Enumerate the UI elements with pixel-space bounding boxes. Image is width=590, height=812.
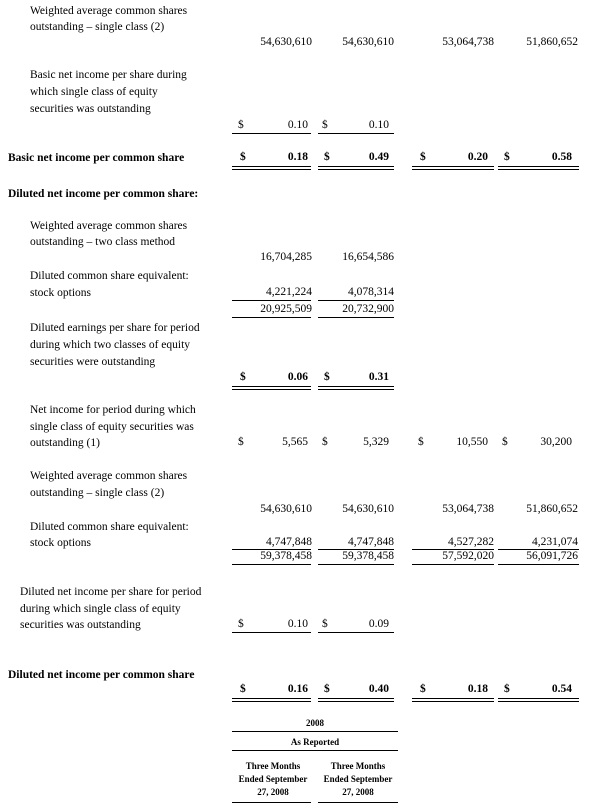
currency-symbol: $: [418, 436, 424, 448]
row-label: Weighted average common shares: [30, 5, 188, 17]
currency-symbol: $: [324, 371, 330, 383]
currency-symbol: $: [420, 151, 426, 163]
value-cell: 10,550: [456, 436, 488, 448]
value-cell: 0.10: [287, 119, 308, 131]
row-label: Weighted average common shares: [30, 470, 188, 482]
header-rule: [232, 802, 311, 803]
row-label: outstanding (1): [30, 437, 100, 449]
row-label: outstanding – two class method: [30, 236, 176, 248]
value-cell: 5,329: [363, 436, 389, 448]
column-header-year: 2008: [306, 718, 324, 728]
row-label: Basic net income per share during: [30, 69, 187, 81]
row-label: during which two classes of equity: [30, 339, 191, 351]
header-rule: [232, 731, 398, 732]
row-label: outstanding – single class (2): [30, 487, 165, 499]
column-header-line: Ended September: [238, 774, 308, 784]
row-label: securities was outstanding: [20, 619, 141, 631]
total-cell: 59,378,458: [260, 550, 312, 562]
total-cell: 56,091,726: [526, 550, 578, 562]
underline: [412, 564, 494, 565]
row-label: Diluted common share equivalent:: [30, 270, 189, 282]
value-cell: 0.10: [287, 618, 308, 630]
underline: [232, 133, 311, 134]
total-cell: 20,925,509: [260, 303, 312, 315]
underline: [318, 564, 394, 565]
value-cell: 5,565: [282, 436, 308, 448]
row-label: securities was outstanding: [30, 103, 151, 115]
double-underline: [498, 698, 579, 702]
value-cell: 0.40: [368, 683, 389, 695]
value-cell: 4,078,314: [348, 286, 394, 298]
row-label: Diluted net income per share for period: [20, 586, 202, 598]
column-header-line: Ended September: [323, 774, 393, 784]
value-cell: 51,860,652: [526, 503, 578, 515]
currency-symbol: $: [502, 436, 508, 448]
total-cell: 20,732,900: [342, 303, 394, 315]
header-rule: [318, 802, 398, 803]
currency-symbol: $: [238, 618, 244, 630]
row-label: single class of equity securities was: [30, 421, 194, 433]
currency-symbol: $: [420, 683, 426, 695]
value-cell: 0.49: [368, 151, 389, 163]
currency-symbol: $: [238, 119, 244, 131]
underline: [232, 317, 311, 318]
row-label: Diluted earnings per share for period: [30, 322, 200, 334]
value-cell: 30,200: [540, 436, 572, 448]
double-underline: [412, 698, 494, 702]
currency-symbol: $: [322, 119, 328, 131]
value-cell: 4,231,074: [532, 536, 578, 548]
value-cell: 0.20: [467, 151, 488, 163]
value-cell: 16,704,285: [260, 251, 312, 263]
row-label: stock options: [30, 287, 92, 299]
total-cell: 57,592,020: [442, 550, 494, 562]
value-cell: 0.58: [551, 151, 572, 163]
double-underline: [232, 386, 311, 390]
value-cell: 54,630,610: [260, 36, 312, 48]
row-label: Diluted common share equivalent:: [30, 521, 189, 533]
underline: [318, 317, 394, 318]
underline: [232, 564, 311, 565]
value-cell: 53,064,738: [442, 36, 494, 48]
column-header-line: Three Months: [245, 761, 301, 771]
column-header-line: 27, 2008: [257, 787, 289, 797]
row-label-bold: Diluted net income per common share: [8, 669, 195, 681]
value-cell: 4,221,224: [266, 286, 312, 298]
value-cell: 54,630,610: [342, 503, 394, 515]
currency-symbol: $: [240, 371, 246, 383]
column-header-line: 27, 2008: [342, 787, 374, 797]
underline: [318, 632, 394, 633]
total-cell: 59,378,458: [342, 550, 394, 562]
value-cell: 4,747,848: [266, 536, 312, 548]
value-cell: 16,654,586: [342, 251, 394, 263]
currency-symbol: $: [240, 683, 246, 695]
row-label: outstanding – single class (2): [30, 21, 165, 33]
value-cell: 0.09: [368, 618, 389, 630]
currency-symbol: $: [324, 151, 330, 163]
column-header-line: Three Months: [330, 761, 386, 771]
value-cell: 0.10: [368, 119, 389, 131]
row-label: Weighted average common shares: [30, 220, 188, 232]
value-cell: 0.16: [287, 683, 308, 695]
value-cell: 4,747,848: [348, 536, 394, 548]
double-underline: [318, 698, 394, 702]
double-underline: [232, 698, 311, 702]
value-cell: 0.18: [467, 683, 488, 695]
underline: [498, 564, 579, 565]
row-label: Net income for period during which: [30, 404, 196, 416]
currency-symbol: $: [322, 618, 328, 630]
section-heading: Diluted net income per common share:: [8, 188, 199, 200]
row-label-bold: Basic net income per common share: [8, 152, 185, 164]
underline: [232, 632, 311, 633]
double-underline: [498, 166, 579, 170]
value-cell: 54,630,610: [342, 36, 394, 48]
row-label: securities were outstanding: [30, 356, 156, 368]
double-underline: [412, 166, 494, 170]
underline: [318, 133, 394, 134]
currency-symbol: $: [324, 683, 330, 695]
value-cell: 54,630,610: [260, 503, 312, 515]
row-label: during which single class of equity: [20, 603, 181, 615]
row-label: stock options: [30, 537, 92, 549]
currency-symbol: $: [240, 151, 246, 163]
currency-symbol: $: [504, 151, 510, 163]
currency-symbol: $: [238, 436, 244, 448]
currency-symbol: $: [322, 436, 328, 448]
double-underline: [318, 166, 394, 170]
value-cell: 0.54: [551, 683, 572, 695]
currency-symbol: $: [504, 683, 510, 695]
value-cell: 0.31: [368, 371, 389, 383]
value-cell: 4,527,282: [448, 536, 494, 548]
value-cell: 0.06: [287, 371, 308, 383]
value-cell: 0.18: [287, 151, 308, 163]
value-cell: 51,860,652: [526, 36, 578, 48]
double-underline: [232, 166, 311, 170]
header-rule: [232, 750, 398, 751]
column-header-subtitle: As Reported: [290, 737, 340, 747]
row-label: which single class of equity: [30, 86, 158, 98]
double-underline: [318, 386, 394, 390]
value-cell: 53,064,738: [442, 503, 494, 515]
